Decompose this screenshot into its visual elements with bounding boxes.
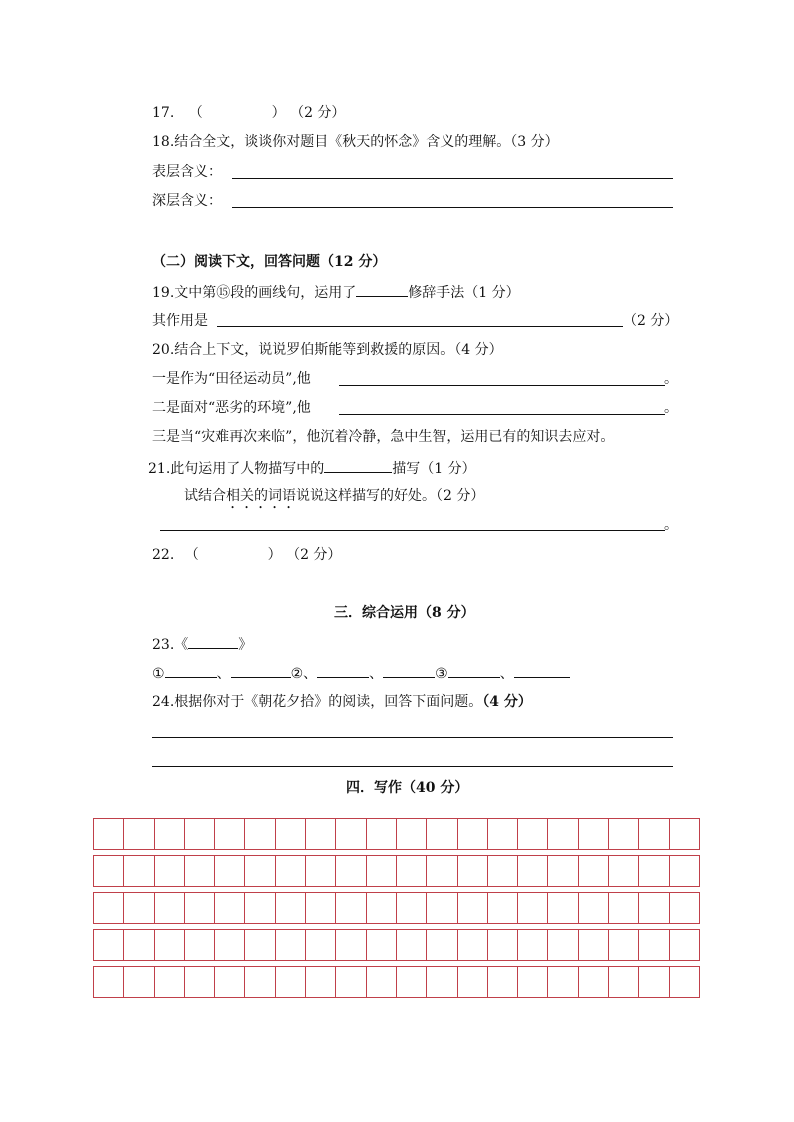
- grid-cell[interactable]: [245, 929, 275, 961]
- q21-line2: [184, 487, 484, 512]
- q21-answer-line[interactable]: [160, 530, 665, 531]
- q20-answer2-end: 。: [664, 400, 678, 416]
- q24-score: （4 分）: [482, 694, 532, 710]
- q20-answer1-end: 。: [664, 371, 678, 387]
- q20-answer1-label: 一是作为“田径运动员”,他: [152, 371, 311, 387]
- grid-row: [93, 855, 700, 887]
- grid-cell[interactable]: [276, 892, 306, 924]
- grid-cell[interactable]: [670, 855, 700, 887]
- grid-cell[interactable]: [124, 818, 154, 850]
- q22-paren-open: （: [184, 547, 199, 563]
- grid-cell[interactable]: [579, 892, 609, 924]
- grid-cell[interactable]: [427, 966, 457, 998]
- grid-cell[interactable]: [155, 818, 185, 850]
- q21-line2-start: 试结合: [184, 488, 226, 504]
- grid-cell[interactable]: [427, 855, 457, 887]
- grid-cell[interactable]: [306, 966, 336, 998]
- grid-cell[interactable]: [670, 966, 700, 998]
- grid-cell[interactable]: [185, 966, 215, 998]
- q23-line2: [152, 663, 570, 683]
- grid-cell[interactable]: [609, 929, 639, 961]
- grid-cell[interactable]: [215, 966, 245, 998]
- q23-marker-2: ②: [290, 666, 304, 682]
- grid-cell[interactable]: [215, 929, 245, 961]
- q23-number: 23.: [152, 637, 175, 653]
- grid-cell[interactable]: [609, 855, 639, 887]
- grid-cell[interactable]: [93, 855, 124, 887]
- grid-cell[interactable]: [518, 892, 548, 924]
- grid-cell[interactable]: [367, 929, 397, 961]
- grid-cell[interactable]: [185, 818, 215, 850]
- grid-cell[interactable]: [579, 855, 609, 887]
- grid-cell[interactable]: [155, 929, 185, 961]
- q20-answer2-label: 二是面对“恶劣的环境”,他: [152, 400, 311, 416]
- q23-line1: [152, 634, 252, 654]
- grid-cell[interactable]: [518, 966, 548, 998]
- grid-cell[interactable]: [245, 855, 275, 887]
- grid-cell[interactable]: [336, 855, 366, 887]
- q18-label-surface: 表层含义：: [152, 164, 222, 180]
- q18-label-deep: 深层含义：: [152, 193, 222, 209]
- grid-cell[interactable]: [155, 855, 185, 887]
- grid-cell[interactable]: [548, 892, 578, 924]
- section3-heading: 三．综合运用（8 分）: [334, 605, 475, 621]
- q20-answer1-line[interactable]: [339, 385, 665, 386]
- q22-paren-close: ）: [267, 547, 282, 563]
- q19-line2-score: （2 分）: [623, 313, 679, 329]
- grid-cell[interactable]: [124, 966, 154, 998]
- grid-cell[interactable]: [93, 892, 124, 924]
- q19-blank[interactable]: [356, 282, 408, 297]
- q21-line2-end: 说说这样描写的好处。（2 分）: [296, 488, 485, 504]
- grid-cell[interactable]: [639, 929, 669, 961]
- q23-book-open: 《: [174, 637, 189, 653]
- q18-answer-line-surface[interactable]: [232, 178, 673, 179]
- grid-cell[interactable]: [458, 929, 488, 961]
- q20-answer2-line[interactable]: [339, 414, 665, 415]
- grid-cell[interactable]: [367, 892, 397, 924]
- q23-sep: 、: [369, 666, 384, 682]
- q24-answer-line-1[interactable]: [152, 737, 673, 738]
- q23-book-blank[interactable]: [188, 634, 238, 649]
- grid-cell[interactable]: [397, 929, 427, 961]
- q23-blank-1b[interactable]: [231, 663, 291, 678]
- grid-cell[interactable]: [215, 855, 245, 887]
- grid-cell[interactable]: [548, 966, 578, 998]
- grid-cell[interactable]: [458, 966, 488, 998]
- q21-answer-end: 。: [664, 517, 678, 533]
- q18-answer-line-deep[interactable]: [232, 207, 673, 208]
- grid-cell[interactable]: [670, 929, 700, 961]
- grid-cell[interactable]: [93, 929, 124, 961]
- grid-cell[interactable]: [639, 892, 669, 924]
- grid-cell[interactable]: [458, 855, 488, 887]
- grid-cell[interactable]: [427, 818, 457, 850]
- grid-cell[interactable]: [276, 818, 306, 850]
- grid-cell[interactable]: [306, 818, 336, 850]
- grid-cell[interactable]: [124, 892, 154, 924]
- q19-suffix: 修辞手法（1 分）: [408, 285, 520, 301]
- grid-cell[interactable]: [93, 966, 124, 998]
- grid-cell[interactable]: [670, 818, 700, 850]
- section2-heading: （二）阅读下文，回答问题（12 分）: [152, 254, 387, 270]
- q17-paren-close: ）: [271, 105, 286, 121]
- q22-score: （2 分）: [286, 547, 342, 563]
- grid-cell[interactable]: [609, 818, 639, 850]
- grid-cell[interactable]: [367, 855, 397, 887]
- grid-cell[interactable]: [397, 892, 427, 924]
- grid-cell[interactable]: [458, 892, 488, 924]
- q20-answer3: 三是当“灾难再次来临”，他沉着冷静，急中生智，运用已有的知识去应对。: [152, 429, 615, 445]
- grid-cell[interactable]: [548, 818, 578, 850]
- q23-blank-3a[interactable]: [448, 663, 500, 678]
- grid-cell[interactable]: [427, 892, 457, 924]
- q23-blank-2b[interactable]: [383, 663, 435, 678]
- q17-number: 17.: [152, 105, 175, 121]
- q17-paren-open: （: [188, 105, 203, 121]
- grid-cell[interactable]: [670, 892, 700, 924]
- grid-cell[interactable]: [488, 929, 518, 961]
- q23-sep: 、: [303, 666, 318, 682]
- q23-blank-2a[interactable]: [317, 663, 369, 678]
- grid-cell[interactable]: [336, 892, 366, 924]
- q19-line1: [152, 282, 520, 302]
- grid-row: [93, 818, 700, 850]
- grid-cell[interactable]: [427, 929, 457, 961]
- grid-cell[interactable]: [215, 818, 245, 850]
- grid-cell[interactable]: [245, 818, 275, 850]
- grid-cell[interactable]: [458, 818, 488, 850]
- grid-cell[interactable]: [397, 966, 427, 998]
- q24-question: 24.根据你对于《朝花夕拾》的阅读，回答下面问题。: [152, 694, 483, 710]
- grid-cell[interactable]: [276, 966, 306, 998]
- grid-cell[interactable]: [336, 929, 366, 961]
- grid-cell[interactable]: [336, 818, 366, 850]
- grid-cell[interactable]: [397, 818, 427, 850]
- q23-marker-1: ①: [152, 666, 165, 682]
- q23-blank-1a[interactable]: [165, 663, 217, 678]
- q21-line1: [148, 458, 476, 478]
- grid-cell[interactable]: [639, 855, 669, 887]
- grid-cell[interactable]: [336, 966, 366, 998]
- grid-cell[interactable]: [276, 929, 306, 961]
- grid-cell[interactable]: [488, 966, 518, 998]
- q19-line2-label: 其作用是: [152, 313, 208, 329]
- grid-cell[interactable]: [639, 966, 669, 998]
- q17-line: [152, 104, 345, 122]
- grid-cell[interactable]: [155, 966, 185, 998]
- grid-cell[interactable]: [124, 929, 154, 961]
- q18-question: 18.结合全文，谈谈你对题目《秋天的怀念》含义的理解。（3 分）: [152, 134, 559, 150]
- grid-cell[interactable]: [518, 929, 548, 961]
- grid-cell[interactable]: [518, 855, 548, 887]
- q23-marker-3: ③: [435, 666, 448, 682]
- grid-cell[interactable]: [185, 892, 215, 924]
- q22-line: [152, 546, 341, 564]
- grid-cell[interactable]: [609, 966, 639, 998]
- grid-cell[interactable]: [579, 929, 609, 961]
- grid-row: [93, 892, 700, 924]
- q19-prefix: 19.文中第⑮段的画线句，运用了: [152, 285, 357, 301]
- q21-suffix: 描写（1 分）: [392, 461, 476, 477]
- grid-cell[interactable]: [639, 818, 669, 850]
- grid-cell[interactable]: [579, 818, 609, 850]
- section4-heading: 四．写作（40 分）: [346, 780, 469, 796]
- grid-cell[interactable]: [367, 966, 397, 998]
- q22-number: 22.: [152, 547, 175, 563]
- q20-question: 20.结合上下文，说说罗伯斯能等到救援的原因。（4 分）: [152, 342, 503, 358]
- grid-cell[interactable]: [215, 892, 245, 924]
- grid-cell[interactable]: [185, 855, 215, 887]
- q19-answer-line[interactable]: [217, 326, 623, 327]
- grid-row: [93, 929, 700, 961]
- q21-emphasized-words: 相关的词语: [226, 488, 296, 504]
- grid-cell[interactable]: [488, 892, 518, 924]
- grid-cell[interactable]: [276, 855, 306, 887]
- q23-book-close: 》: [238, 637, 253, 653]
- q17-score: （2 分）: [290, 105, 346, 121]
- grid-cell[interactable]: [579, 966, 609, 998]
- grid-cell[interactable]: [518, 818, 548, 850]
- grid-cell[interactable]: [245, 892, 275, 924]
- grid-cell[interactable]: [124, 855, 154, 887]
- grid-cell[interactable]: [488, 818, 518, 850]
- q21-prefix: 21.此句运用了人物描写中的: [148, 461, 325, 477]
- grid-cell[interactable]: [609, 892, 639, 924]
- q24-line: [152, 693, 532, 711]
- grid-cell[interactable]: [367, 818, 397, 850]
- q23-sep: 、: [216, 666, 231, 682]
- grid-row: [93, 966, 700, 998]
- grid-cell[interactable]: [306, 929, 336, 961]
- q23-sep: 、: [499, 666, 514, 682]
- grid-cell[interactable]: [93, 818, 124, 850]
- grid-cell[interactable]: [155, 892, 185, 924]
- grid-cell[interactable]: [548, 855, 578, 887]
- q23-blank-3b[interactable]: [514, 663, 570, 678]
- grid-cell[interactable]: [306, 855, 336, 887]
- q21-blank[interactable]: [324, 458, 392, 473]
- grid-cell[interactable]: [306, 892, 336, 924]
- grid-cell[interactable]: [397, 855, 427, 887]
- grid-cell[interactable]: [245, 966, 275, 998]
- grid-cell[interactable]: [548, 929, 578, 961]
- grid-cell[interactable]: [185, 929, 215, 961]
- q24-answer-line-2[interactable]: [152, 766, 673, 767]
- grid-cell[interactable]: [488, 855, 518, 887]
